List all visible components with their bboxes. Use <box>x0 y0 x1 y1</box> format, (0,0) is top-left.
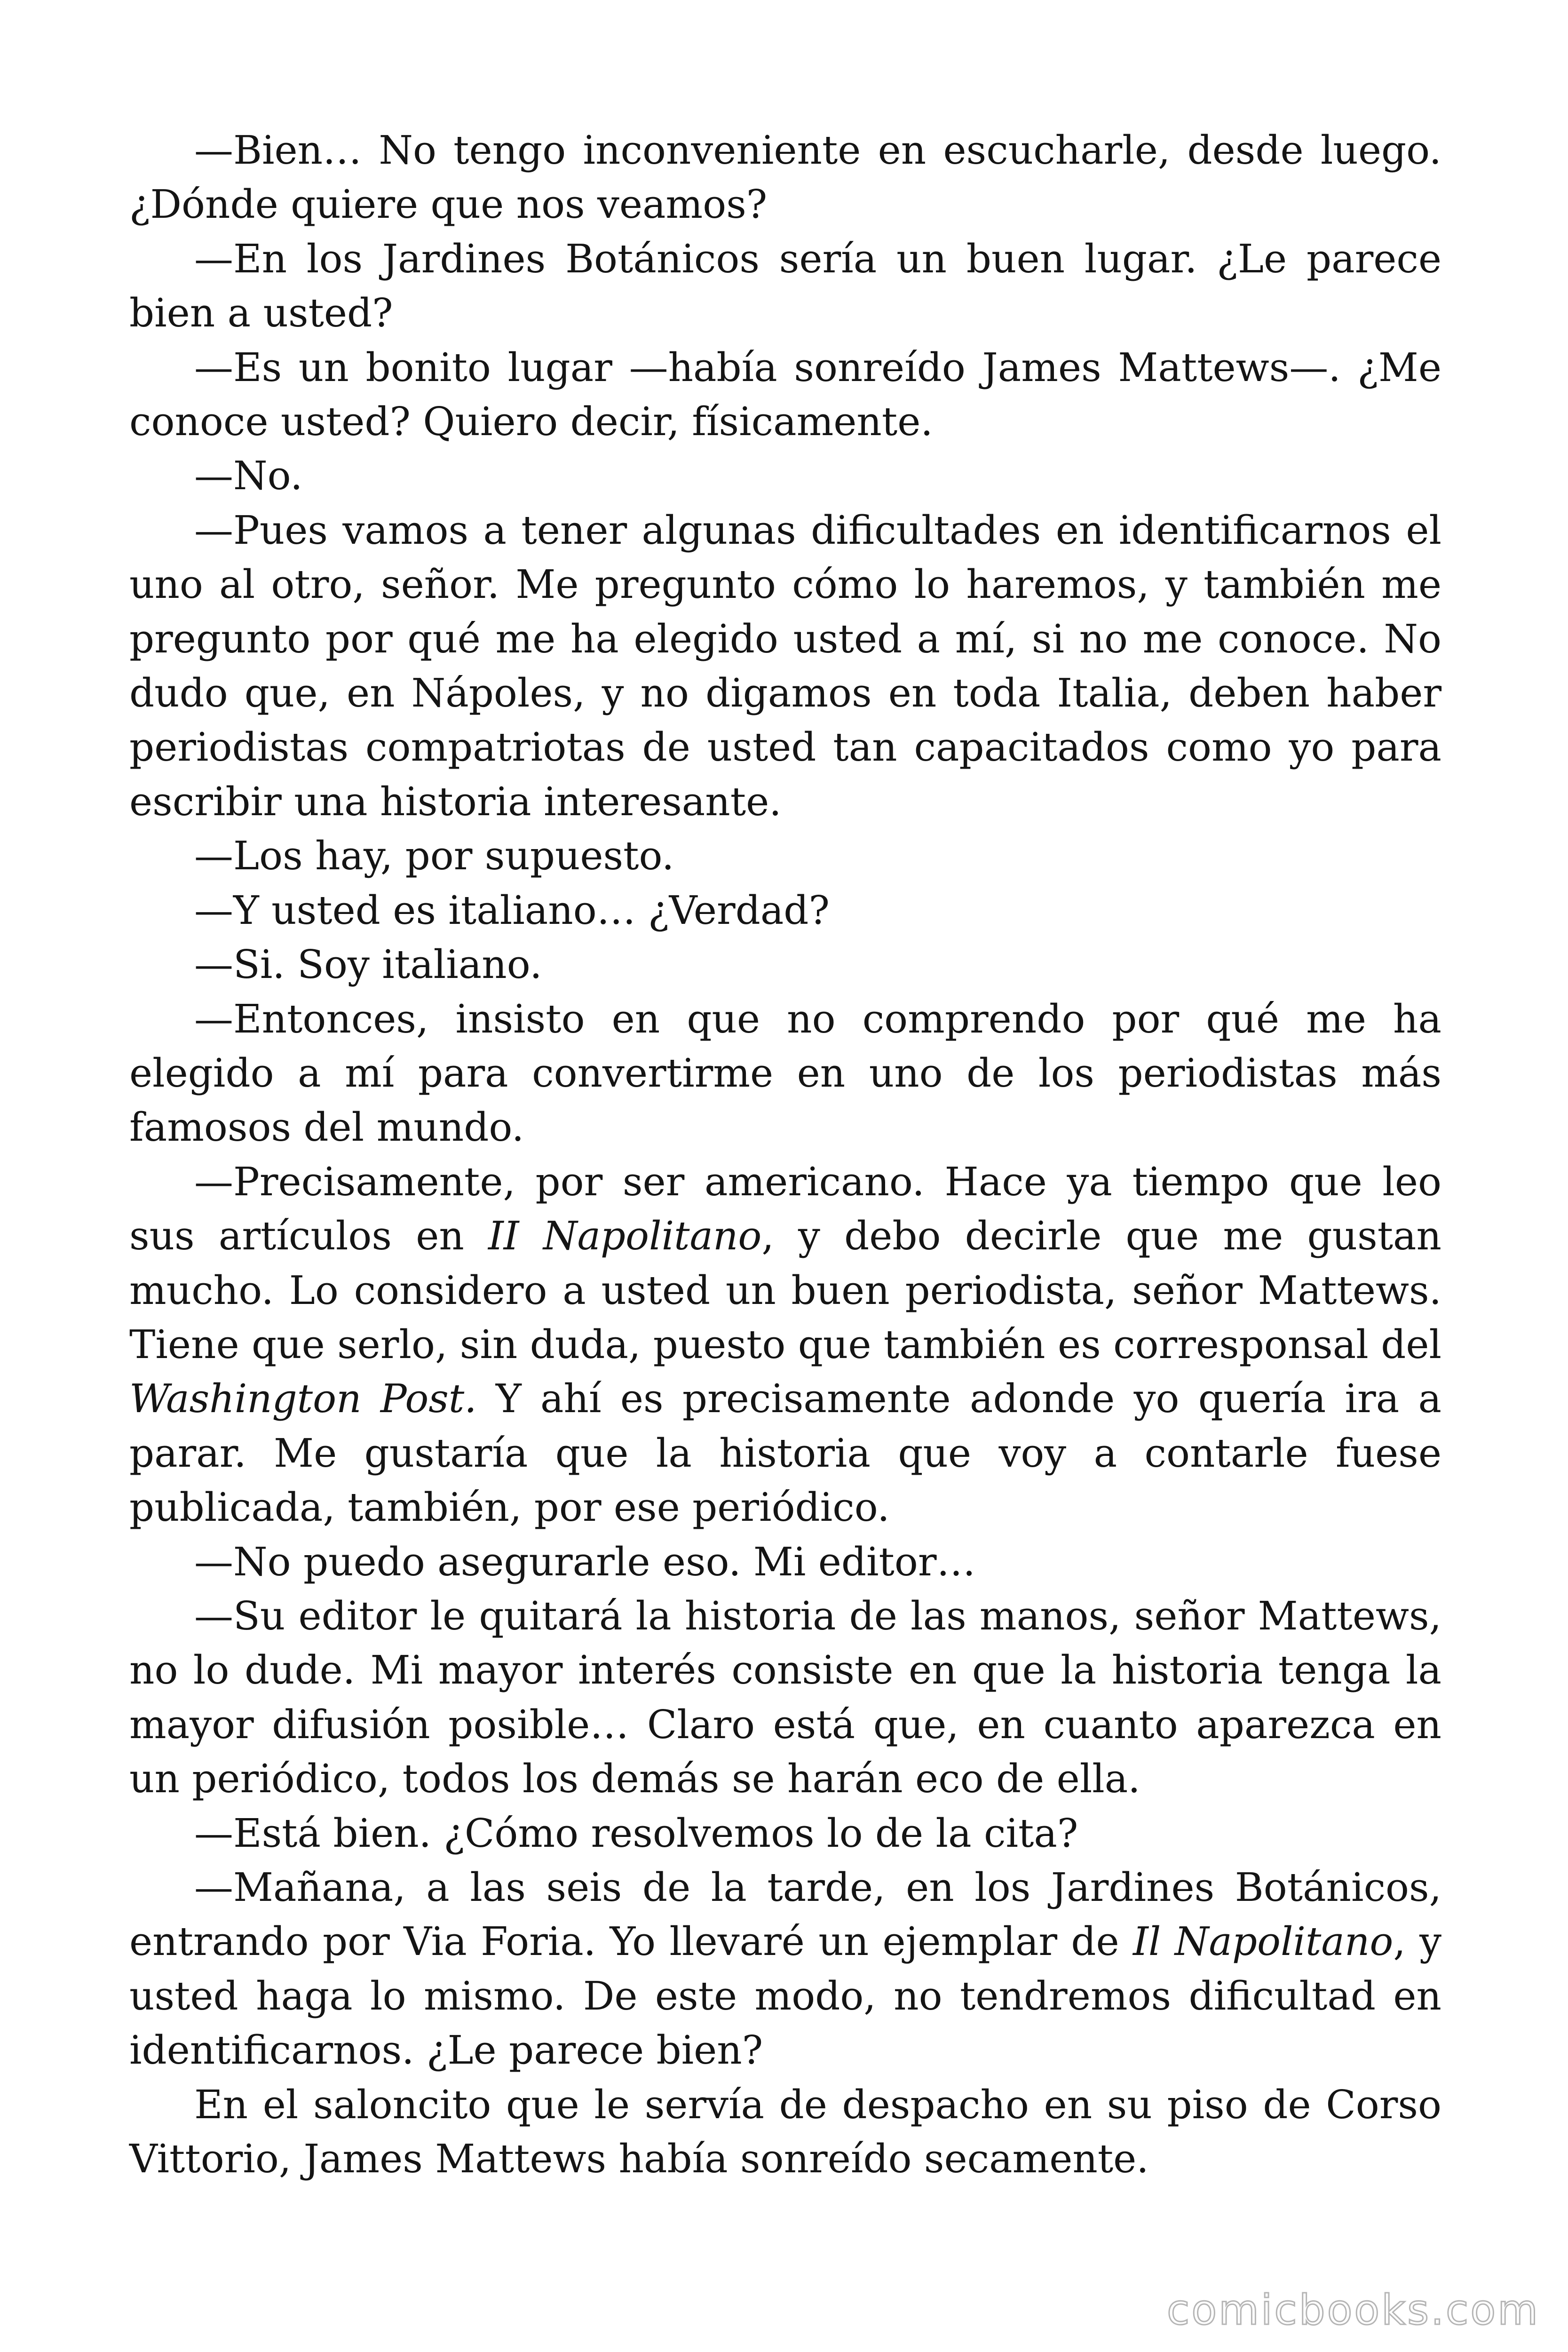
paragraph <box>129 829 1441 883</box>
paragraph <box>129 883 1441 938</box>
paragraph <box>129 123 1441 232</box>
text-run: —Bien… No tengo inconveniente en escucharle, desde luego. ¿Dónde quiere que nos veamos? <box>129 127 1441 228</box>
watermark: comicbooks.com <box>1166 2286 1540 2334</box>
paragraph <box>129 1589 1441 1806</box>
text-run: Y ahí es precisamente adonde yo quería ira a parar. Me gustaría que la historia que voy a contarle fuese publicada, también, por ese periódico. <box>129 1376 1441 1531</box>
text-run: , y debo decirle que me gustan mucho. Lo considero a usted un buen periodista, señor Mattews. Tiene que serlo, sin duda, puesto que también es corresponsal del <box>129 1213 1441 1367</box>
paragraph <box>129 449 1441 503</box>
text-run: —Los hay, por supuesto. <box>194 833 674 879</box>
text-run: —Si. Soy italiano. <box>194 942 542 988</box>
paragraph <box>129 1860 1441 2078</box>
text-run: —Su editor le quitará la historia de las manos, señor Mattews, no lo dude. Mi mayor interés consiste en que la historia tenga la mayor difusión posible… Claro está que, en cuanto aparezca en un periódico, todos los demás se harán eco de ella. <box>129 1593 1441 1802</box>
text-run: En el saloncito que le servía de despacho en su piso de Corso Vittorio, James Mattews había sonreído secamente. <box>129 2082 1441 2182</box>
paragraph <box>129 1535 1441 1589</box>
text-run: —Entonces, insisto en que no comprendo por qué me ha elegido a mí para convertirme en uno de los periodistas más famosos del mundo. <box>129 996 1441 1151</box>
text-run: —Es un bonito lugar —había sonreído James Mattews—. ¿Me conoce usted? Quiero decir, físicamente. <box>129 344 1441 445</box>
text-run: —Y usted es italiano… ¿Verdad? <box>194 887 830 933</box>
text-run: , y usted haga lo mismo. De este modo, no tendremos dificultad en identificarnos. ¿Le parece bien? <box>129 1919 1441 2074</box>
text-run: —No. <box>194 453 303 499</box>
body-text <box>129 123 1441 2186</box>
paragraph <box>129 992 1441 1155</box>
paragraph <box>129 503 1441 829</box>
italic-title: Washington Post. <box>129 1376 477 1422</box>
text-run: —Está bien. ¿Cómo resolvemos lo de la cita? <box>194 1810 1078 1856</box>
italic-title: Il Napolitano <box>1133 1919 1394 1965</box>
paragraph <box>129 1155 1441 1535</box>
text-run: —Mañana, a las seis de la tarde, en los Jardines Botánicos, entrando por Via Foria. Yo llevaré un ejemplar de <box>129 1865 1441 1965</box>
text-run: —Precisamente, por ser americano. Hace ya tiempo que leo sus artículos en <box>129 1159 1441 1259</box>
text-run: —En los Jardines Botánicos sería un buen lugar. ¿Le parece bien a usted? <box>129 236 1441 336</box>
paragraph <box>129 2078 1441 2186</box>
italic-title: II Napolitano <box>488 1213 762 1259</box>
paragraph <box>129 938 1441 992</box>
paragraph <box>129 341 1441 449</box>
paragraph <box>129 232 1441 341</box>
text-run: —Pues vamos a tener algunas dificultades en identificarnos el uno al otro, señor. Me pregunto cómo lo haremos, y también me pregunto por qué me ha elegido usted a mí, si no me conoce. No dudo que, en Nápoles, y no digamos en toda Italia, deben haber periodistas compatriotas de usted tan capacitados como yo para escribir una historia interesante. <box>129 507 1441 825</box>
paragraph <box>129 1806 1441 1860</box>
text-run: —No puedo asegurarle eso. Mi editor… <box>194 1539 976 1585</box>
